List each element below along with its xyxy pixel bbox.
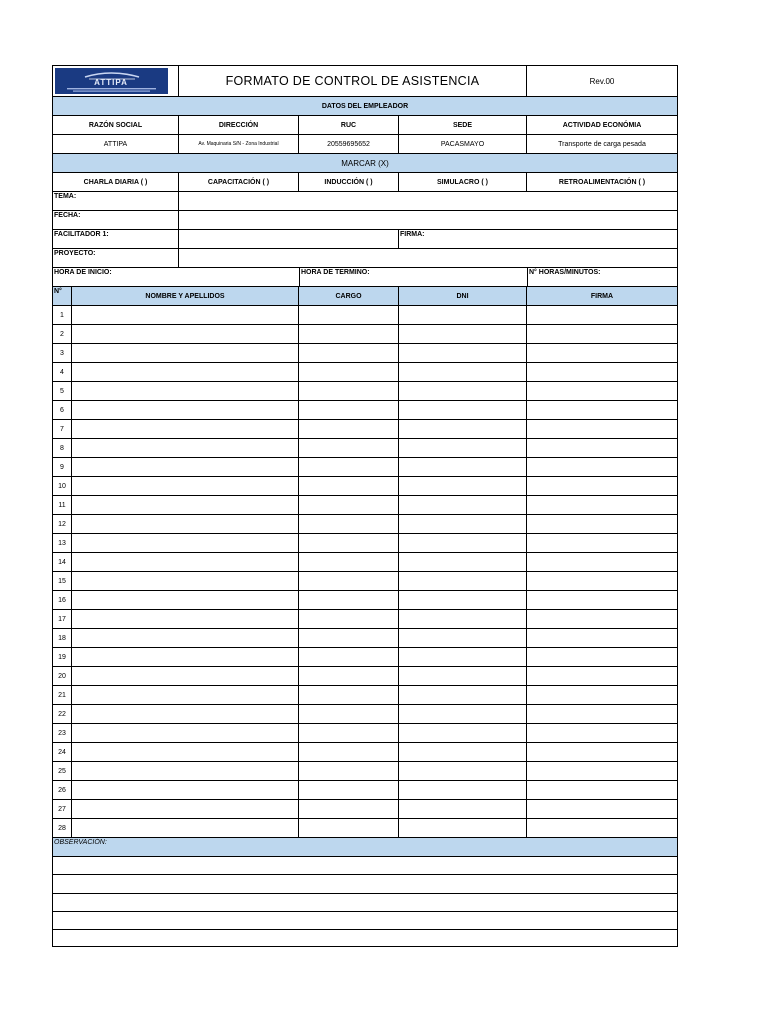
row-number: 16: [53, 591, 72, 610]
tema-field[interactable]: [179, 192, 677, 211]
row-number: 3: [53, 344, 72, 363]
row-cargo-field[interactable]: [299, 496, 399, 515]
row-cargo-field[interactable]: [299, 458, 399, 477]
row-number: 11: [53, 496, 72, 515]
row-firma-field[interactable]: [527, 762, 677, 781]
row-dni-field[interactable]: [399, 306, 527, 325]
row-cargo-field[interactable]: [299, 648, 399, 667]
row-cargo-field[interactable]: [299, 667, 399, 686]
col-header-cargo: CARGO: [299, 287, 399, 306]
row-cargo-field[interactable]: [299, 686, 399, 705]
row-cargo-field[interactable]: [299, 629, 399, 648]
row-firma-field[interactable]: [527, 591, 677, 610]
form-title: FORMATO DE CONTROL DE ASISTENCIA: [179, 66, 527, 97]
row-firma-field[interactable]: [527, 382, 677, 401]
row-nombre-field[interactable]: [72, 819, 299, 838]
employer-section-title: DATOS DEL EMPLEADOR: [53, 97, 677, 116]
row-dni-field[interactable]: [399, 439, 527, 458]
row-dni-field[interactable]: [399, 363, 527, 382]
row-dni-field[interactable]: [399, 515, 527, 534]
observation-label: OBSERVACIÓN:: [53, 838, 677, 857]
row-firma-field[interactable]: [527, 686, 677, 705]
employer-header-actividad: ACTIVIDAD ECONÓMIA: [527, 116, 677, 135]
col-header-number: N°: [53, 287, 72, 306]
employer-value-razon-social: ATTIPA: [53, 135, 179, 154]
facilitador-firma-label[interactable]: FIRMA:: [399, 230, 677, 249]
row-number: 7: [53, 420, 72, 439]
row-dni-field[interactable]: [399, 724, 527, 743]
employer-header-ruc: RUC: [299, 116, 399, 135]
row-nombre-field[interactable]: [72, 648, 299, 667]
row-dni-field[interactable]: [399, 705, 527, 724]
row-cargo-field[interactable]: [299, 781, 399, 800]
row-firma-field[interactable]: [527, 743, 677, 762]
row-number: 27: [53, 800, 72, 819]
row-firma-field[interactable]: [527, 420, 677, 439]
row-dni-field[interactable]: [399, 781, 527, 800]
horas-minutos-label[interactable]: N° HORAS/MINUTOS:: [527, 268, 677, 287]
row-nombre-field[interactable]: [72, 553, 299, 572]
hora-termino-label[interactable]: HORA DE TERMINO:: [299, 268, 527, 287]
row-number: 13: [53, 534, 72, 553]
row-cargo-field[interactable]: [299, 306, 399, 325]
proyecto-field[interactable]: [179, 249, 677, 268]
row-firma-field[interactable]: [527, 610, 677, 629]
row-dni-field[interactable]: [399, 800, 527, 819]
row-number: 9: [53, 458, 72, 477]
row-number: 1: [53, 306, 72, 325]
employer-value-actividad: Transporte de carga pesada: [527, 135, 677, 154]
row-firma-field[interactable]: [527, 344, 677, 363]
facilitador-field[interactable]: [179, 230, 399, 249]
row-nombre-field[interactable]: [72, 724, 299, 743]
row-firma-field[interactable]: [527, 363, 677, 382]
attendance-form: [52, 65, 678, 947]
observation-line[interactable]: [53, 912, 677, 930]
row-cargo-field[interactable]: [299, 515, 399, 534]
employer-header-razon-social: RAZÓN SOCIAL: [53, 116, 179, 135]
row-dni-field[interactable]: [399, 534, 527, 553]
logo-cell: [53, 66, 179, 97]
row-firma-field[interactable]: [527, 477, 677, 496]
row-firma-field[interactable]: [527, 401, 677, 420]
row-firma-field[interactable]: [527, 534, 677, 553]
row-nombre-field[interactable]: [72, 496, 299, 515]
row-firma-field[interactable]: [527, 572, 677, 591]
row-nombre-field[interactable]: [72, 629, 299, 648]
row-cargo-field[interactable]: [299, 819, 399, 838]
row-number: 24: [53, 743, 72, 762]
row-nombre-field[interactable]: [72, 705, 299, 724]
row-dni-field[interactable]: [399, 667, 527, 686]
row-number: 19: [53, 648, 72, 667]
row-firma-field[interactable]: [527, 496, 677, 515]
row-nombre-field[interactable]: [72, 515, 299, 534]
row-firma-field[interactable]: [527, 819, 677, 838]
row-firma-field[interactable]: [527, 325, 677, 344]
svg-text:ATTIPA: ATTIPA: [94, 78, 128, 87]
row-nombre-field[interactable]: [72, 534, 299, 553]
row-nombre-field[interactable]: [72, 743, 299, 762]
row-cargo-field[interactable]: [299, 401, 399, 420]
row-number: 5: [53, 382, 72, 401]
option-simulacro[interactable]: SIMULACRO ( ): [399, 173, 527, 192]
row-number: 12: [53, 515, 72, 534]
row-cargo-field[interactable]: [299, 762, 399, 781]
row-dni-field[interactable]: [399, 572, 527, 591]
row-number: 25: [53, 762, 72, 781]
row-number: 23: [53, 724, 72, 743]
employer-header-direccion: DIRECCIÓN: [179, 116, 299, 135]
col-header-firma: FIRMA: [527, 287, 677, 306]
row-nombre-field[interactable]: [72, 572, 299, 591]
employer-value-sede: PACASMAYO: [399, 135, 527, 154]
mark-section-title: MARCAR (X): [53, 154, 677, 173]
row-nombre-field[interactable]: [72, 610, 299, 629]
row-number: 14: [53, 553, 72, 572]
row-firma-field[interactable]: [527, 667, 677, 686]
row-nombre-field[interactable]: [72, 458, 299, 477]
row-cargo-field[interactable]: [299, 800, 399, 819]
row-dni-field[interactable]: [399, 819, 527, 838]
option-capacitacion[interactable]: CAPACITACIÓN ( ): [179, 173, 299, 192]
row-dni-field[interactable]: [399, 420, 527, 439]
row-firma-field[interactable]: [527, 724, 677, 743]
hora-inicio-label[interactable]: HORA DE INICIO:: [53, 268, 299, 287]
employer-header-sede: SEDE: [399, 116, 527, 135]
row-number: 18: [53, 629, 72, 648]
row-nombre-field[interactable]: [72, 325, 299, 344]
row-cargo-field[interactable]: [299, 553, 399, 572]
row-dni-field[interactable]: [399, 686, 527, 705]
row-nombre-field[interactable]: [72, 591, 299, 610]
tema-label: TEMA:: [53, 192, 179, 211]
row-nombre-field[interactable]: [72, 800, 299, 819]
row-dni-field[interactable]: [399, 477, 527, 496]
row-dni-field[interactable]: [399, 401, 527, 420]
row-cargo-field[interactable]: [299, 591, 399, 610]
row-nombre-field[interactable]: [72, 762, 299, 781]
row-firma-field[interactable]: [527, 781, 677, 800]
row-firma-field[interactable]: [527, 705, 677, 724]
row-nombre-field[interactable]: [72, 363, 299, 382]
option-retroalimentacion[interactable]: RETROALIMENTACIÓN ( ): [527, 173, 677, 192]
row-nombre-field[interactable]: [72, 420, 299, 439]
row-nombre-field[interactable]: [72, 781, 299, 800]
row-dni-field[interactable]: [399, 591, 527, 610]
row-dni-field[interactable]: [399, 610, 527, 629]
row-dni-field[interactable]: [399, 629, 527, 648]
row-dni-field[interactable]: [399, 496, 527, 515]
fecha-label: FECHA:: [53, 211, 179, 230]
row-firma-field[interactable]: [527, 306, 677, 325]
row-firma-field[interactable]: [527, 458, 677, 477]
observation-line[interactable]: [53, 875, 677, 894]
facilitador-label: FACILITADOR 1:: [53, 230, 179, 249]
observation-line[interactable]: [53, 930, 677, 946]
row-dni-field[interactable]: [399, 762, 527, 781]
row-cargo-field[interactable]: [299, 705, 399, 724]
row-cargo-field[interactable]: [299, 572, 399, 591]
row-nombre-field[interactable]: [72, 306, 299, 325]
row-cargo-field[interactable]: [299, 724, 399, 743]
row-number: 20: [53, 667, 72, 686]
row-number: 6: [53, 401, 72, 420]
observation-line[interactable]: [53, 857, 677, 875]
row-cargo-field[interactable]: [299, 325, 399, 344]
proyecto-label: PROYECTO:: [53, 249, 179, 268]
row-number: 28: [53, 819, 72, 838]
row-cargo-field[interactable]: [299, 610, 399, 629]
option-charla-diaria[interactable]: CHARLA DIARIA ( ): [53, 173, 179, 192]
row-cargo-field[interactable]: [299, 363, 399, 382]
fecha-field[interactable]: [179, 211, 677, 230]
row-cargo-field[interactable]: [299, 534, 399, 553]
row-number: 17: [53, 610, 72, 629]
row-number: 4: [53, 363, 72, 382]
row-number: 21: [53, 686, 72, 705]
option-induccion[interactable]: INDUCCIÓN ( ): [299, 173, 399, 192]
row-number: 26: [53, 781, 72, 800]
row-cargo-field[interactable]: [299, 344, 399, 363]
row-cargo-field[interactable]: [299, 420, 399, 439]
row-number: 15: [53, 572, 72, 591]
row-number: 8: [53, 439, 72, 458]
row-dni-field[interactable]: [399, 344, 527, 363]
row-nombre-field[interactable]: [72, 439, 299, 458]
row-cargo-field[interactable]: [299, 439, 399, 458]
row-cargo-field[interactable]: [299, 382, 399, 401]
row-firma-field[interactable]: [527, 629, 677, 648]
row-nombre-field[interactable]: [72, 667, 299, 686]
row-dni-field[interactable]: [399, 743, 527, 762]
employer-value-ruc: 20559695652: [299, 135, 399, 154]
row-firma-field[interactable]: [527, 515, 677, 534]
col-header-dni: DNI: [399, 287, 527, 306]
row-cargo-field[interactable]: [299, 477, 399, 496]
employer-value-direccion: Av. Maquinaria S/N - Zona Industrial: [179, 135, 299, 154]
row-number: 22: [53, 705, 72, 724]
row-nombre-field[interactable]: [72, 344, 299, 363]
row-number: 10: [53, 477, 72, 496]
col-header-nombre: NOMBRE Y APELLIDOS: [72, 287, 299, 306]
row-nombre-field[interactable]: [72, 686, 299, 705]
row-firma-field[interactable]: [527, 648, 677, 667]
row-firma-field[interactable]: [527, 800, 677, 819]
row-firma-field[interactable]: [527, 439, 677, 458]
company-logo: [55, 68, 168, 94]
row-number: 2: [53, 325, 72, 344]
row-cargo-field[interactable]: [299, 743, 399, 762]
row-dni-field[interactable]: [399, 382, 527, 401]
row-nombre-field[interactable]: [72, 382, 299, 401]
logo-graphic: [55, 68, 168, 94]
row-dni-field[interactable]: [399, 458, 527, 477]
row-dni-field[interactable]: [399, 325, 527, 344]
row-nombre-field[interactable]: [72, 477, 299, 496]
row-firma-field[interactable]: [527, 553, 677, 572]
observation-line[interactable]: [53, 894, 677, 912]
row-dni-field[interactable]: [399, 648, 527, 667]
row-dni-field[interactable]: [399, 553, 527, 572]
revision-label: Rev.00: [527, 66, 677, 97]
row-nombre-field[interactable]: [72, 401, 299, 420]
